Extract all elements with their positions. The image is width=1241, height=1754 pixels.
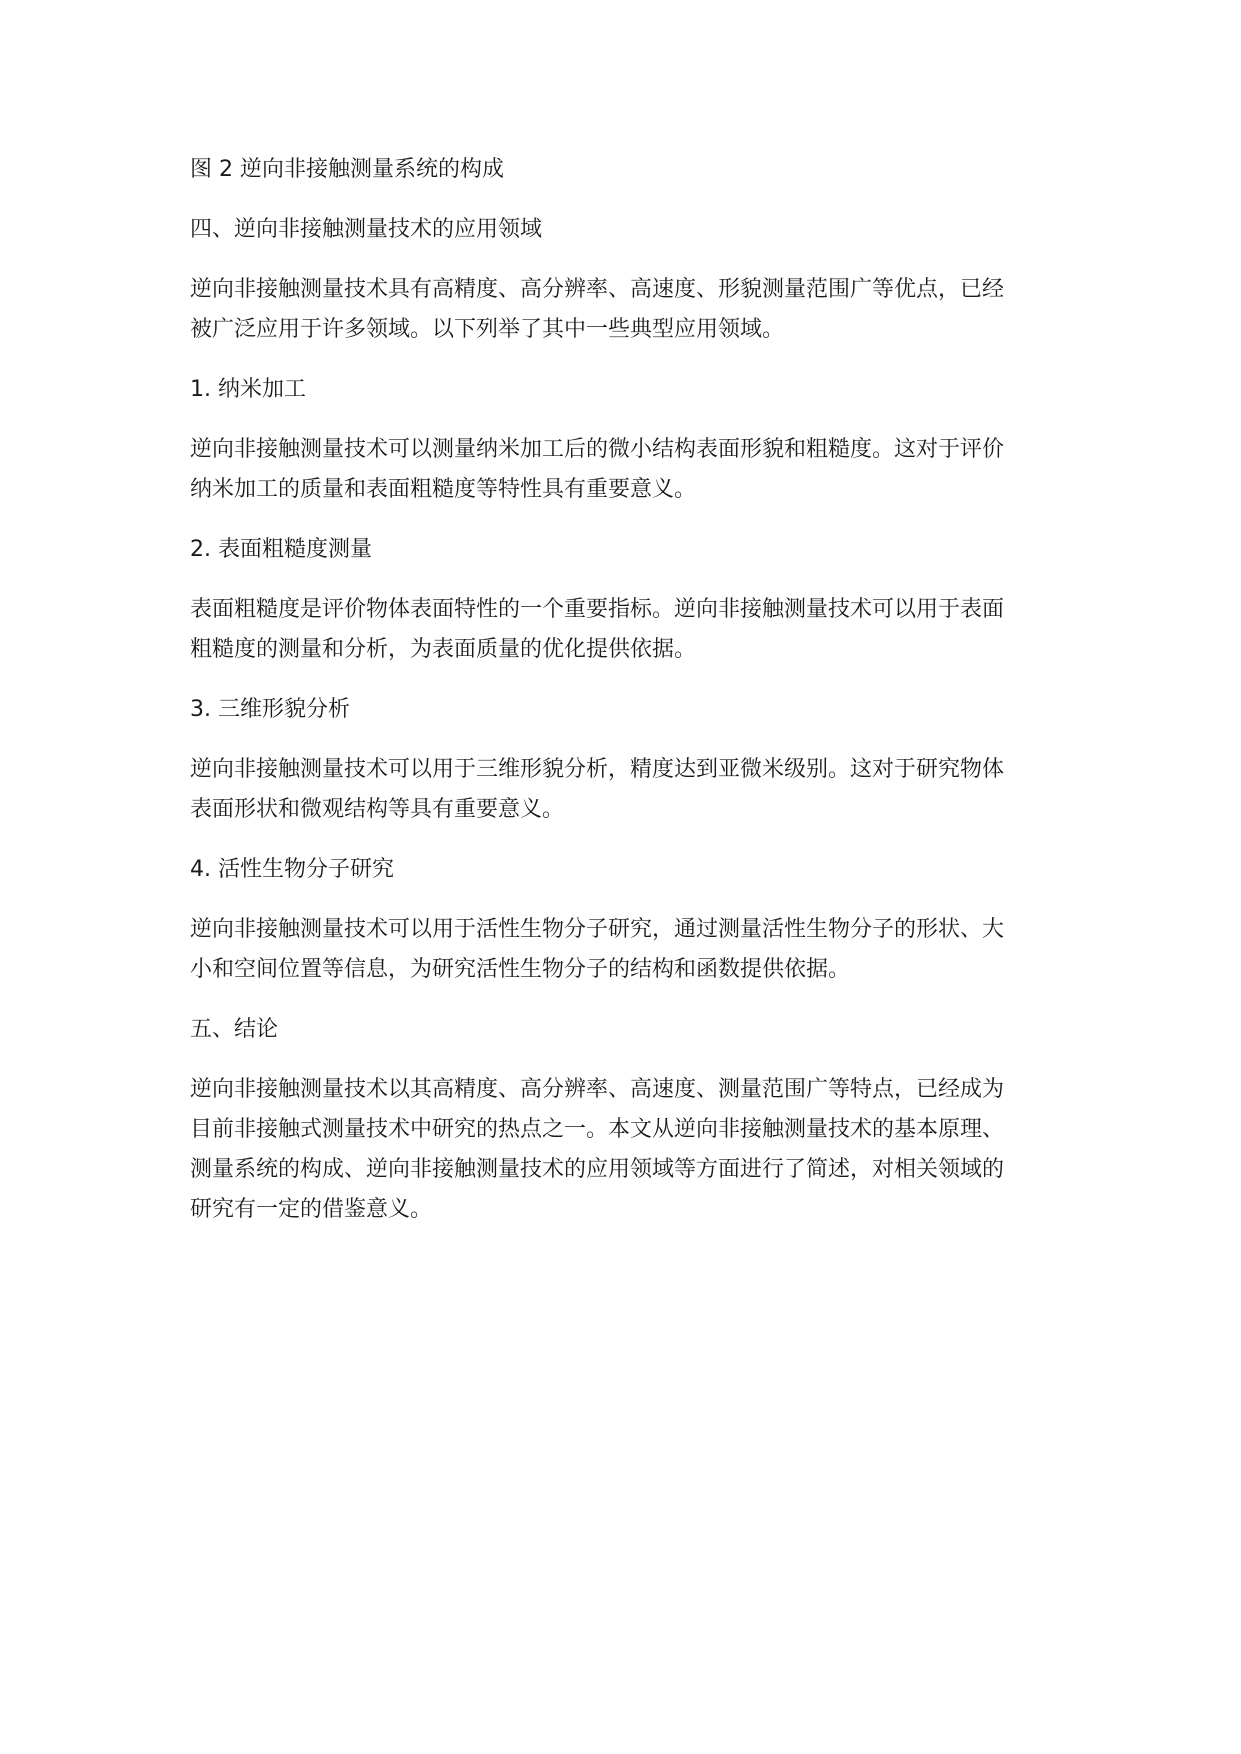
paragraph-line: 逆向非接触测量技术可以用于活性生物分子研究，通过测量活性生物分子的形状、大	[190, 917, 1005, 942]
figure-caption: 图 2 逆向非接触测量系统的构成	[190, 157, 504, 182]
paragraph-line: 表面粗糙度是评价物体表面特性的一个重要指标。逆向非接触测量技术可以用于表面	[190, 597, 1005, 622]
paragraph-line: 纳米加工的质量和表面粗糙度等特性具有重要意义。	[190, 477, 697, 502]
paragraph-line: 粗糙度的测量和分析，为表面质量的优化提供依据。	[190, 637, 697, 662]
paragraph-line: 表面形状和微观结构等具有重要意义。	[190, 797, 565, 822]
paragraph-line: 逆向非接触测量技术具有高精度、高分辨率、高速度、形貌测量范围广等优点，已经	[190, 277, 1005, 302]
paragraph-line: 小和空间位置等信息，为研究活性生物分子的结构和函数提供依据。	[190, 957, 851, 982]
document-page	[190, 150, 1050, 1250]
paragraph-surface-roughness	[190, 590, 1050, 670]
item-heading-surface-roughness: 2. 表面粗糙度测量	[190, 537, 372, 562]
item-heading-3d-morphology: 3. 三维形貌分析	[190, 697, 350, 722]
paragraph-biomolecule-research	[190, 910, 1050, 990]
item-heading-nano-processing: 1. 纳米加工	[190, 377, 306, 402]
paragraph-line: 逆向非接触测量技术可以用于三维形貌分析，精度达到亚微米级别。这对于研究物体	[190, 757, 1005, 782]
paragraph-conclusion	[190, 1070, 1050, 1230]
section-heading-conclusion: 五、结论	[190, 1017, 279, 1042]
paragraph-line: 目前非接触式测量技术中研究的热点之一。本文从逆向非接触测量技术的基本原理、	[190, 1117, 1005, 1142]
paragraph-line: 逆向非接触测量技术以其高精度、高分辨率、高速度、测量范围广等特点，已经成为	[190, 1077, 1005, 1102]
paragraph-line: 被广泛应用于许多领域。以下列举了其中一些典型应用领域。	[190, 317, 785, 342]
item-heading-biomolecule-research: 4. 活性生物分子研究	[190, 857, 394, 882]
paragraph-line: 测量系统的构成、逆向非接触测量技术的应用领域等方面进行了简述，对相关领域的	[190, 1157, 1005, 1182]
paragraph-applications-intro	[190, 270, 1050, 350]
paragraph-line: 研究有一定的借鉴意义。	[190, 1197, 433, 1222]
section-heading-applications: 四、逆向非接触测量技术的应用领域	[190, 217, 543, 242]
paragraph-nano-processing	[190, 430, 1050, 510]
paragraph-3d-morphology	[190, 750, 1050, 830]
paragraph-line: 逆向非接触测量技术可以测量纳米加工后的微小结构表面形貌和粗糙度。这对于评价	[190, 437, 1005, 462]
